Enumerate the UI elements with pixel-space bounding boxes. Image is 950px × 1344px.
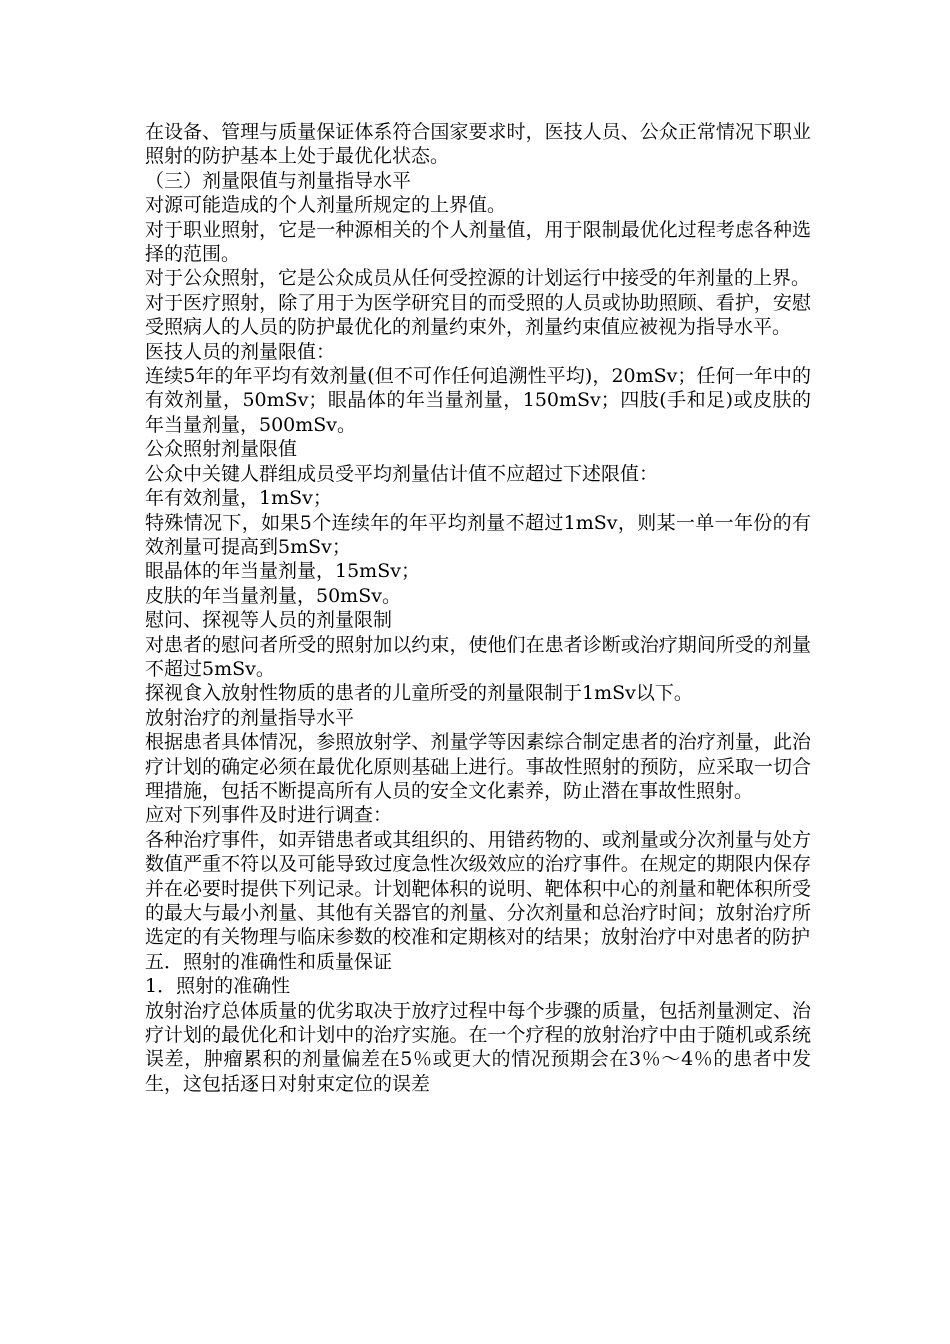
paragraph: 皮肤的年当量剂量，50mSv。 — [145, 584, 401, 607]
paragraph: 年有效剂量，1mSv； — [145, 487, 332, 510]
paragraph: 在设备、管理与质量保证体系符合国家要求时，医技人员、公众正常情况下职业照射的防护基本上处于最优化状态。 — [145, 121, 811, 168]
section-heading: 五．照射的准确性和质量保证 — [145, 950, 393, 973]
subheading: 放射治疗的剂量指导水平 — [145, 706, 355, 729]
paragraph: 对于医疗照射，除了用于为医学研究目的而受照的人员或协助照顾、看护，安慰受照病人的人员的防护最优化的剂量约束外，剂量约束值应被视为指导水平。 — [145, 291, 811, 339]
paragraph: 放射治疗总体质量的优劣取决于放疗过程中每个步骤的质量，包括剂量测定、治疗计划的最优化和计划中的治疗实施。在一个疗程的放射治疗中由于随机或系统误差，肿瘤累积的剂量偏差在5％或更大的情况预期会在3％～4％的患者中发生，这包括逐日对射束定位的误差 — [145, 999, 811, 1095]
paragraph: 对源可能造成的个人剂量所规定的上界值。 — [145, 194, 507, 217]
paragraph: 眼晶体的年当量剂量，15mSv； — [145, 560, 420, 583]
paragraph: 特殊情况下，如果5个连续年的年平均剂量不超过1mSv，则某一单一年份的有效剂量可提高到5mSv； — [145, 511, 811, 558]
subheading: 1．照射的准确性 — [145, 975, 291, 998]
paragraph: 对于职业照射，它是一种源相关的个人剂量值，用于限制最优化过程考虑各种选择的范围。 — [145, 218, 811, 266]
subheading: 慰问、探视等人员的剂量限制 — [145, 609, 393, 632]
paragraph: 对于公众照射，它是公众成员从任何受控源的计划运行中接受的年剂量的上界。 — [145, 267, 811, 290]
subheading: 公众照射剂量限值 — [145, 438, 298, 461]
paragraph: 对患者的慰问者所受的照射加以约束，使他们在患者诊断或治疗期间所受的剂量不超过5mSv。 — [145, 633, 811, 680]
section-heading: （三）剂量限值与剂量指导水平 — [145, 169, 412, 192]
paragraph: 公众中关键人群组成员受平均剂量估计值不应超过下述限值： — [145, 462, 659, 485]
paragraph: 各种治疗事件，如弄错患者或其组织的、用错药物的、或剂量或分次剂量与处方数值严重不符以及可能导致过度急性次级效应的治疗事件。在规定的期限内保存并在必要时提供下列记录。计划靶体积的说明、靶体积中心的剂量和靶体积所受的最大与最小剂量、其他有关器官的剂量、分次剂量和总治疗时间；放射治疗所选定的有关物理与临床参数的校准和定期核对的结果；放射治疗中对患者的防护 — [145, 828, 811, 949]
paragraph: 探视食入放射性物质的患者的儿童所受的剂量限制于1mSv以下。 — [145, 682, 693, 705]
paragraph: 应对下列事件及时进行调查： — [145, 804, 393, 827]
subheading: 医技人员的剂量限值： — [145, 340, 336, 363]
paragraph: 根据患者具体情况，参照放射学、剂量学等因素综合制定患者的治疗剂量，此治疗计划的确定必须在最优化原则基础上进行。事故性照射的预防，应采取一切合理措施，包括不断提高所有人员的安全文化素养，防止潜在事故性照射。 — [145, 731, 811, 802]
document-body — [145, 120, 811, 1096]
paragraph: 连续5年的年平均有效剂量(但不可作任何追溯性平均)，20mSv；任何一年中的有效剂量，50mSv；眼晶体的年当量剂量，150mSv；四肢(手和足)或皮肤的年当量剂量，500mSv。 — [145, 365, 811, 436]
